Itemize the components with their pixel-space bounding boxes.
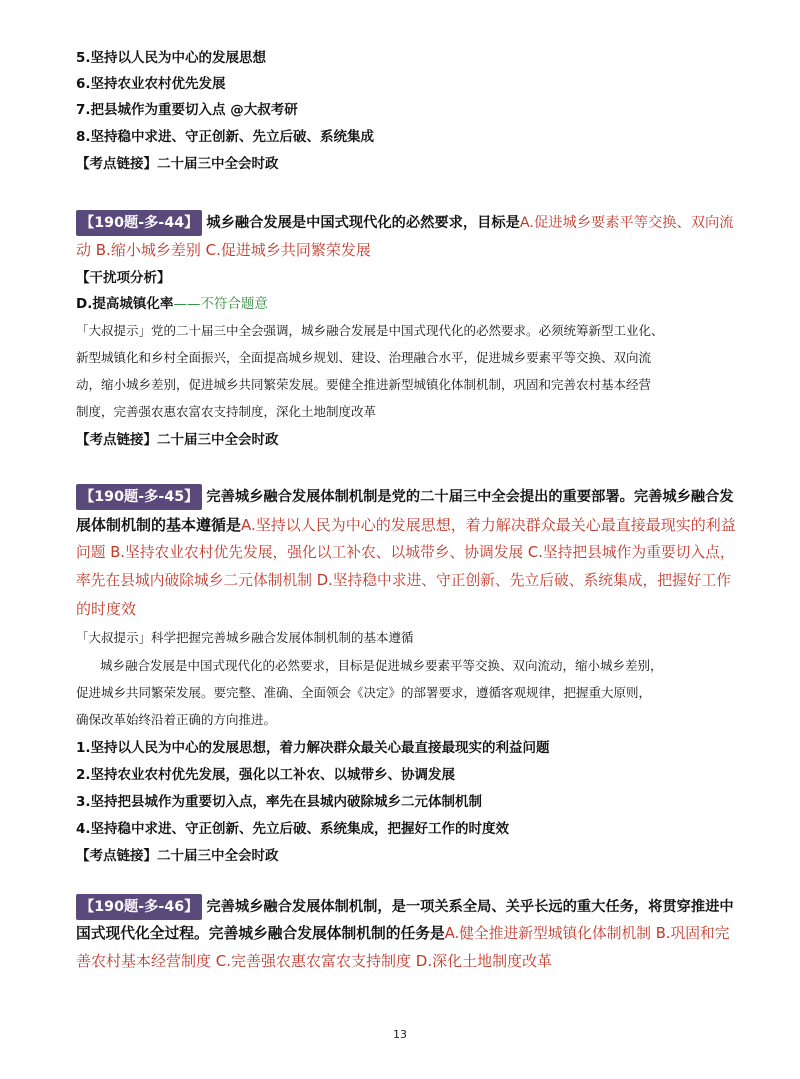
question-stem: 国式现代化全过程。完善城乡融合发展体制机制的任务是 — [76, 925, 445, 942]
tip-line: 「大叔提示」党的二十届三中全会强调，城乡融合发展是中国式现代化的必然要求。必须统筹新型工业化、 — [76, 323, 664, 338]
question-stem: 展体制机制的基本遵循是 — [76, 516, 242, 534]
page-number: 13 — [393, 1028, 407, 1041]
exam-link: 【考点链接】二十届三中全会时政 — [76, 432, 279, 448]
answer-text: A.健全推进新型城镇化体制机制 B.巩固和完 — [444, 925, 730, 942]
question-tag: 【190题-多-44】 — [76, 210, 202, 236]
point-item: 3.坚持把县城作为重要切入点，率先在县城内破除城乡二元体制机制 — [76, 794, 483, 810]
distractor-item: D.提高城镇化率 — [76, 296, 174, 312]
tip-title: 「大叔提示」科学把握完善城乡融合发展体制机制的基本遵循 — [76, 630, 414, 645]
point-item: 1.坚持以人民为中心的发展思想，着力解决群众最关心最直接最现实的利益问题 — [76, 740, 550, 756]
question-45-line2 — [76, 512, 736, 538]
question-44-line1 — [76, 210, 736, 236]
list-item: 8.坚持稳中求进、守正创新、先立后破、系统集成 — [76, 129, 375, 145]
point-item: 4.坚持稳中求进、守正创新、先立后破、系统集成，把握好工作的时度效 — [76, 821, 510, 837]
answer-text: 问题 B.坚持农业农村优先发展，强化以工补农、以城带乡、协调发展 C.坚持把县城作为重要切入点， — [76, 544, 735, 561]
tip-line: 城乡融合发展是中国式现代化的必然要求，目标是促进城乡要素平等交换、双向流动，缩小城乡差别， — [100, 658, 663, 673]
question-stem: 完善城乡融合发展体制机制是党的二十届三中全会提出的重要部署。完善城乡融合发 — [206, 489, 734, 505]
answer-text: A.坚持以人民为中心的发展思想，着力解决群众最关心最直接最现实的利益 — [241, 516, 736, 534]
question-stem: 完善城乡融合发展体制机制，是一项关系全局、关乎长远的重大任务，将贯穿推进中 — [206, 899, 734, 915]
answer-text: 率先在县城内破除城乡二元体制机制 D.坚持稳中求进、守正创新、先立后破、系统集成，把握好工作 — [76, 572, 731, 589]
list-item: 5.坚持以人民为中心的发展思想 — [76, 50, 267, 66]
distractor-title: 【干扰项分析】 — [76, 270, 171, 286]
exam-link: 【考点链接】二十届三中全会时政 — [76, 848, 279, 864]
distractor-note: ——不符合题意 — [173, 296, 268, 312]
tip-line: 确保改革始终沿着正确的方向推进。 — [76, 712, 277, 727]
question-stem: 城乡融合发展是中国式现代化的必然要求，目标是 — [206, 215, 520, 231]
tip-line: 动，缩小城乡差别，促进城乡共同繁荣发展。要健全推进新型城镇化体制机制，巩固和完善农村基本经营 — [76, 377, 652, 392]
point-item: 2.坚持农业农村优先发展，强化以工补农、以城带乡、协调发展 — [76, 767, 456, 783]
tip-line: 促进城乡共同繁荣发展。要完整、准确、全面领会《决定》的部署要求，遵循客观规律，把握重大原则， — [76, 685, 652, 700]
tip-line: 新型城镇化和乡村全面振兴，全面提高城乡规划、建设、治理融合水平，促进城乡要素平等交换、双向流 — [76, 350, 652, 365]
question-tag: 【190题-多-46】 — [76, 894, 202, 920]
question-45-line1 — [76, 484, 736, 510]
answer-text: 动 B.缩小城乡差别 C.促进城乡共同繁荣发展 — [76, 241, 371, 259]
tip-line: 制度，完善强农惠农富农支持制度，深化土地制度改革 — [76, 404, 377, 419]
question-46-line2 — [76, 921, 736, 947]
exam-link: 【考点链接】二十届三中全会时政 — [76, 156, 279, 172]
distractor-line — [76, 294, 736, 314]
list-item: 6.坚持农业农村优先发展 — [76, 76, 226, 92]
question-46-line1 — [76, 894, 736, 920]
answer-text: 的时度效 — [76, 600, 137, 618]
question-tag: 【190题-多-45】 — [76, 484, 202, 510]
list-item: 7.把县城作为重要切入点 @大叔考研 — [76, 102, 298, 118]
answer-text: A.促进城乡要素平等交换、双向流 — [519, 215, 734, 231]
answer-text: 善农村基本经营制度 C.完善强农惠农富农支持制度 D.深化土地制度改革 — [76, 952, 553, 970]
